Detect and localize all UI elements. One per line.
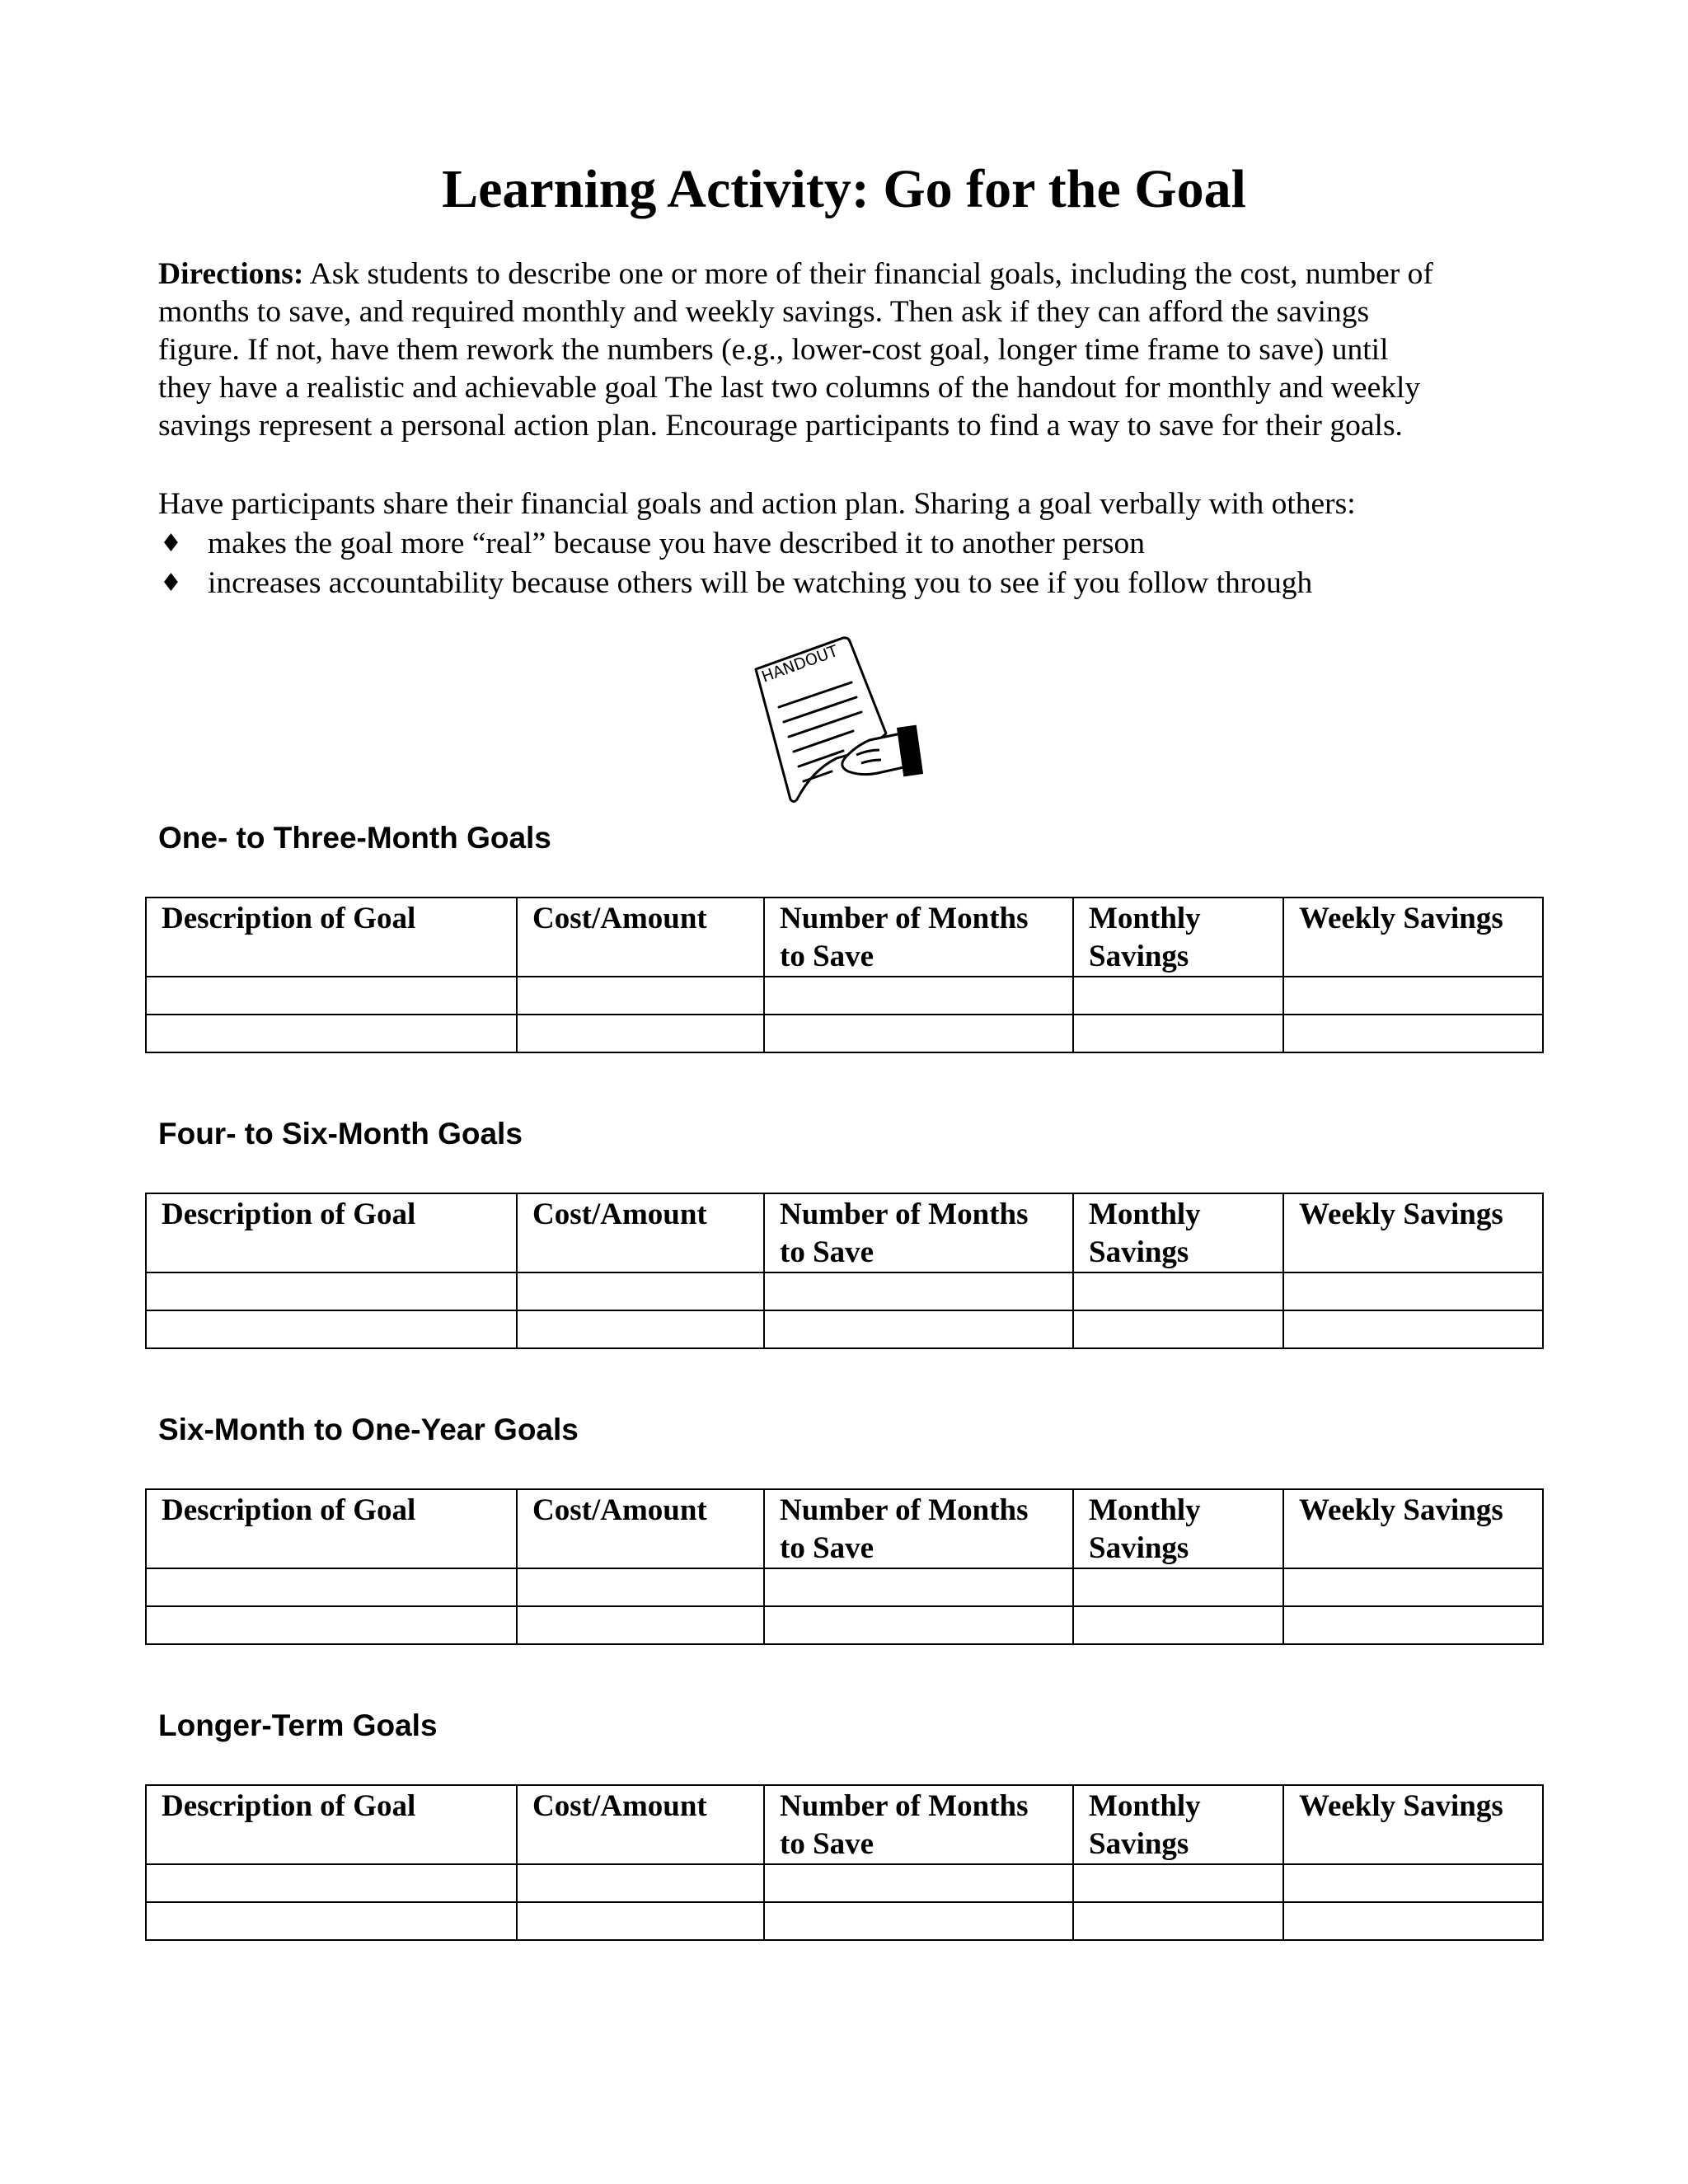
description-cell[interactable] xyxy=(146,1272,517,1310)
directions-paragraph xyxy=(158,255,1543,445)
goals-table-four-to-six xyxy=(145,1193,1544,1349)
share-bullet-item: ♦ makes the goal more “real” because you have described it to another person xyxy=(158,524,1559,564)
weekly-cell[interactable] xyxy=(1283,1902,1543,1940)
cost-cell[interactable] xyxy=(517,1015,764,1052)
description-cell[interactable] xyxy=(146,977,517,1015)
table-row xyxy=(146,1272,1543,1310)
header-monthly: Monthly Savings xyxy=(1073,1785,1283,1864)
share-bullet-list xyxy=(158,524,1559,603)
months-cell[interactable] xyxy=(764,1864,1073,1902)
directions-line-3: figure. If not, have them rework the numbers (e.g., lower-cost goal, longer time frame to save) until xyxy=(158,333,1389,367)
cost-cell[interactable] xyxy=(517,1902,764,1940)
description-cell[interactable] xyxy=(146,1606,517,1644)
header-monthly: Monthly Savings xyxy=(1073,1193,1283,1272)
header-weekly: Weekly Savings xyxy=(1283,1193,1543,1272)
description-cell[interactable] xyxy=(146,1310,517,1348)
header-weekly: Weekly Savings xyxy=(1283,1489,1543,1568)
directions-line-2: months to save, and required monthly and weekly savings. Then ask if they can afford the savings xyxy=(158,295,1370,329)
diamond-bullet-icon: ♦ xyxy=(160,529,182,558)
months-cell[interactable] xyxy=(764,1310,1073,1348)
cost-cell[interactable] xyxy=(517,1310,764,1348)
cost-cell[interactable] xyxy=(517,977,764,1015)
header-monthly: Monthly Savings xyxy=(1073,898,1283,977)
header-cost: Cost/Amount xyxy=(517,898,764,977)
header-cost: Cost/Amount xyxy=(517,1785,764,1864)
cost-cell[interactable] xyxy=(517,1272,764,1310)
weekly-cell[interactable] xyxy=(1283,1310,1543,1348)
table-row xyxy=(146,977,1543,1015)
table-header-row xyxy=(146,1489,1543,1568)
section-heading-four-to-six: Four- to Six-Month Goals xyxy=(158,1117,523,1151)
months-cell[interactable] xyxy=(764,1015,1073,1052)
header-monthly: Monthly Savings xyxy=(1073,1489,1283,1568)
months-cell[interactable] xyxy=(764,1272,1073,1310)
monthly-cell[interactable] xyxy=(1073,1015,1283,1052)
description-cell[interactable] xyxy=(146,1902,517,1940)
weekly-cell[interactable] xyxy=(1283,1015,1543,1052)
months-cell[interactable] xyxy=(764,977,1073,1015)
monthly-cell[interactable] xyxy=(1073,1606,1283,1644)
table-row xyxy=(146,1606,1543,1644)
goals-table-one-to-three xyxy=(145,897,1544,1053)
description-cell[interactable] xyxy=(146,1015,517,1052)
table-header-row xyxy=(146,898,1543,977)
header-description: Description of Goal xyxy=(146,898,517,977)
section-heading-one-to-three: One- to Three-Month Goals xyxy=(158,821,551,855)
weekly-cell[interactable] xyxy=(1283,977,1543,1015)
share-section xyxy=(158,485,1559,603)
header-description: Description of Goal xyxy=(146,1193,517,1272)
table-row xyxy=(146,1015,1543,1052)
header-description: Description of Goal xyxy=(146,1489,517,1568)
table-row xyxy=(146,1568,1543,1606)
share-bullet-item: ♦ increases accountability because others will be watching you to see if you follow through xyxy=(158,564,1559,603)
header-months: Number of Months to Save xyxy=(764,1193,1073,1272)
monthly-cell[interactable] xyxy=(1073,1272,1283,1310)
description-cell[interactable] xyxy=(146,1568,517,1606)
monthly-cell[interactable] xyxy=(1073,1310,1283,1348)
weekly-cell[interactable] xyxy=(1283,1272,1543,1310)
directions-line-1: Directions: Ask students to describe one or more of their financial goals, including the cost, number of xyxy=(158,257,1433,291)
handout-label: HANDOUT xyxy=(759,641,841,687)
monthly-cell[interactable] xyxy=(1073,977,1283,1015)
header-weekly: Weekly Savings xyxy=(1283,898,1543,977)
table-header-row xyxy=(146,1193,1543,1272)
directions-line-5: savings represent a personal action plan. Encourage participants to find a way to save for their goals. xyxy=(158,409,1403,443)
page-title: Learning Activity: Go for the Goal xyxy=(442,159,1246,219)
table-header-row xyxy=(146,1785,1543,1864)
table-row xyxy=(146,1864,1543,1902)
weekly-cell[interactable] xyxy=(1283,1864,1543,1902)
directions-line-4: they have a realistic and achievable goal The last two columns of the handout for monthly and weekly xyxy=(158,371,1421,405)
header-months: Number of Months to Save xyxy=(764,1489,1073,1568)
months-cell[interactable] xyxy=(764,1902,1073,1940)
table-row xyxy=(146,1310,1543,1348)
header-weekly: Weekly Savings xyxy=(1283,1785,1543,1864)
header-cost: Cost/Amount xyxy=(517,1193,764,1272)
header-months: Number of Months to Save xyxy=(764,898,1073,977)
cost-cell[interactable] xyxy=(517,1606,764,1644)
cost-cell[interactable] xyxy=(517,1568,764,1606)
months-cell[interactable] xyxy=(764,1568,1073,1606)
section-heading-longer-term: Longer-Term Goals xyxy=(158,1708,438,1742)
header-months: Number of Months to Save xyxy=(764,1785,1073,1864)
goals-table-longer-term xyxy=(145,1784,1544,1941)
header-description: Description of Goal xyxy=(146,1785,517,1864)
months-cell[interactable] xyxy=(764,1606,1073,1644)
directions-label: Directions: xyxy=(158,257,304,291)
diamond-bullet-icon: ♦ xyxy=(160,569,182,598)
goals-table-six-month-to-one-year xyxy=(145,1488,1544,1645)
weekly-cell[interactable] xyxy=(1283,1606,1543,1644)
description-cell[interactable] xyxy=(146,1864,517,1902)
monthly-cell[interactable] xyxy=(1073,1864,1283,1902)
monthly-cell[interactable] xyxy=(1073,1568,1283,1606)
section-heading-six-month-to-one-year: Six-Month to One-Year Goals xyxy=(158,1413,579,1446)
table-row xyxy=(146,1902,1543,1940)
monthly-cell[interactable] xyxy=(1073,1902,1283,1940)
header-cost: Cost/Amount xyxy=(517,1489,764,1568)
weekly-cell[interactable] xyxy=(1283,1568,1543,1606)
cost-cell[interactable] xyxy=(517,1864,764,1902)
handout-icon xyxy=(746,635,944,812)
share-intro: Have participants share their financial goals and action plan. Sharing a goal verbally with others: xyxy=(158,487,1356,521)
